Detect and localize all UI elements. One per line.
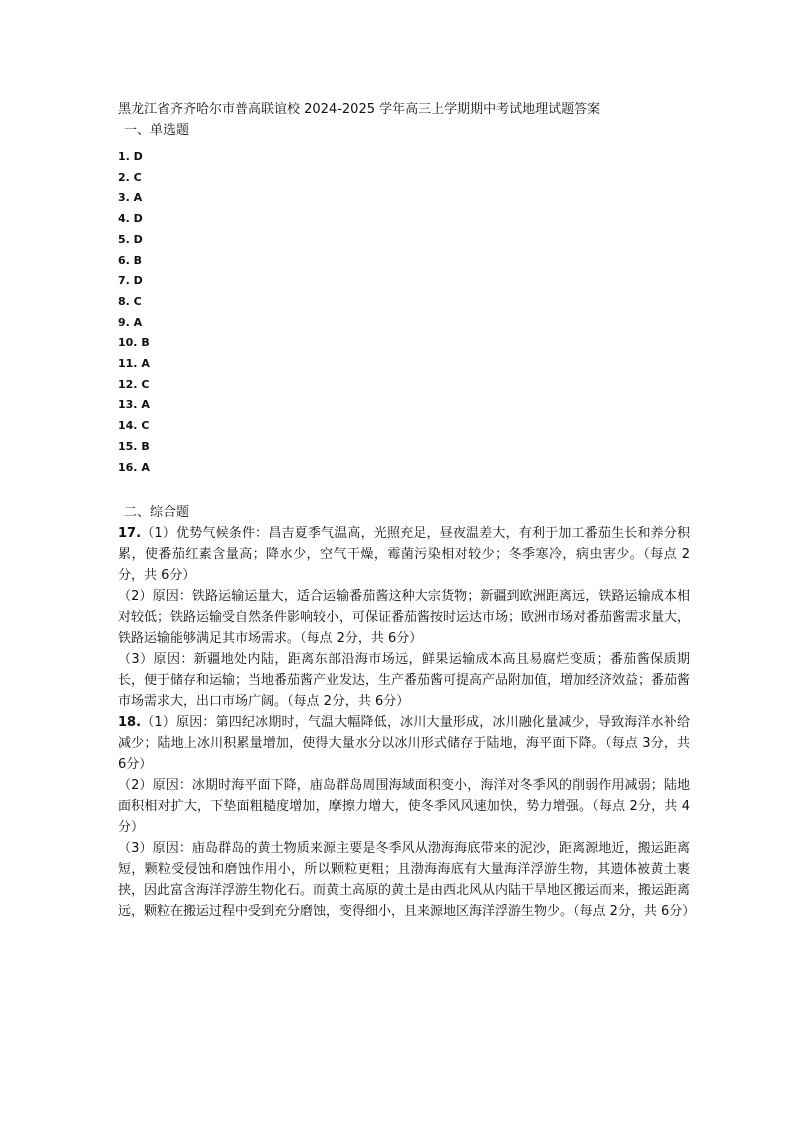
answer-item: 5. D xyxy=(118,232,143,246)
answer-item: 15. B xyxy=(118,439,150,453)
question-18-part-3: （3）原因：庙岛群岛的黄土物质来源主要是冬季风从渤海海底带来的泥沙，距离源地近，搬运距离短，颗粒受侵蚀和磨蚀作用小，所以颗粒更粗；且渤海海底有大量海洋浮游生物，其遗体被黄土裹挟，因此富含海洋浮游生物化石。而黄土高原的黄土是由西北风从内陆干旱地区搬运而来，搬运距离远，颗粒在搬运过程中受到充分磨蚀，变得细小，且来源地区海洋浮游生物少。（每点 2分，共 6分） xyxy=(118,841,696,920)
answer-item: 3. A xyxy=(118,191,143,205)
answer-item: 11. A xyxy=(118,357,150,371)
question-17-part-3: （3）原因：新疆地处内陆，距离东部沿海市场远，鲜果运输成本高且易腐烂变质；番茄酱保质期长，便于储存和运输；当地番茄酱产业发达，生产番茄酱可提高产品附加值，增加经济效益；番茄酱市场需求大，出口市场广阔。（每点 2分，共 6分） xyxy=(118,652,691,710)
answer-item: 16. A xyxy=(118,460,150,474)
question-number: 18. xyxy=(118,715,142,731)
answer-text: （1）原因：第四纪冰期时，气温大幅降低，冰川大量形成，冰川融化量减少，导致海洋水补给减少；陆地上冰川积累量增加，使得大量水分以冰川形式储存于陆地，海平面下降。（每点 3分，共 6分） xyxy=(118,715,690,773)
answer-item: 9. A xyxy=(118,315,143,329)
spacer xyxy=(118,478,690,502)
answer-text: （1）优势气候条件：昌吉夏季气温高，光照充足，昼夜温差大，有利于加工番茄生长和养分积累，使番茄红素含量高；降水少，空气干燥，霉菌污染相对较少；冬季寒冷，病虫害少。（每点 2分，共 6分） xyxy=(118,526,690,584)
answer-item: 10. B xyxy=(118,336,150,350)
section-heading-comprehensive: 二、综合题 xyxy=(124,505,190,521)
question-17-part-1 xyxy=(118,523,690,586)
answer-list xyxy=(118,147,690,478)
answer-item: 8. C xyxy=(118,294,142,308)
answer-item: 13. A xyxy=(118,398,150,412)
question-17-part-2: （2）原因：铁路运输运量大，适合运输番茄酱这种大宗货物；新疆到欧洲距离远，铁路运输成本相对较低；铁路运输受自然条件影响较小，可保证番茄酱按时运达市场；欧洲市场对番茄酱需求量大，铁路运输能够满足其市场需求。（每点 2分，共 6分） xyxy=(118,589,691,647)
answer-item: 14. C xyxy=(118,419,150,433)
question-number: 17. xyxy=(118,526,142,542)
document-title: 黑龙江省齐齐哈尔市普高联谊校 2024-2025 学年高三上学期期中考试地理试题答案 xyxy=(118,102,601,117)
answer-item: 2. C xyxy=(118,170,142,184)
answer-item: 7. D xyxy=(118,274,143,288)
question-18-part-1 xyxy=(118,712,690,775)
question-17 xyxy=(118,523,690,712)
document-content xyxy=(118,99,696,922)
question-18 xyxy=(118,712,696,922)
section-heading-single-choice: 一、单选题 xyxy=(124,123,190,138)
question-18-part-2: （2）原因：冰期时海平面下降，庙岛群岛周围海域面积变小，海洋对冬季风的削弱作用减弱；陆地面积相对扩大，下垫面粗糙度增加，摩擦力增大，使冬季风风速加快，势力增强。（每点 2分，共 4分） xyxy=(118,778,690,836)
answer-item: 12. C xyxy=(118,377,150,391)
answer-item: 6. B xyxy=(118,253,143,267)
answer-item: 1. D xyxy=(118,150,143,163)
answer-item: 4. D xyxy=(118,212,143,226)
